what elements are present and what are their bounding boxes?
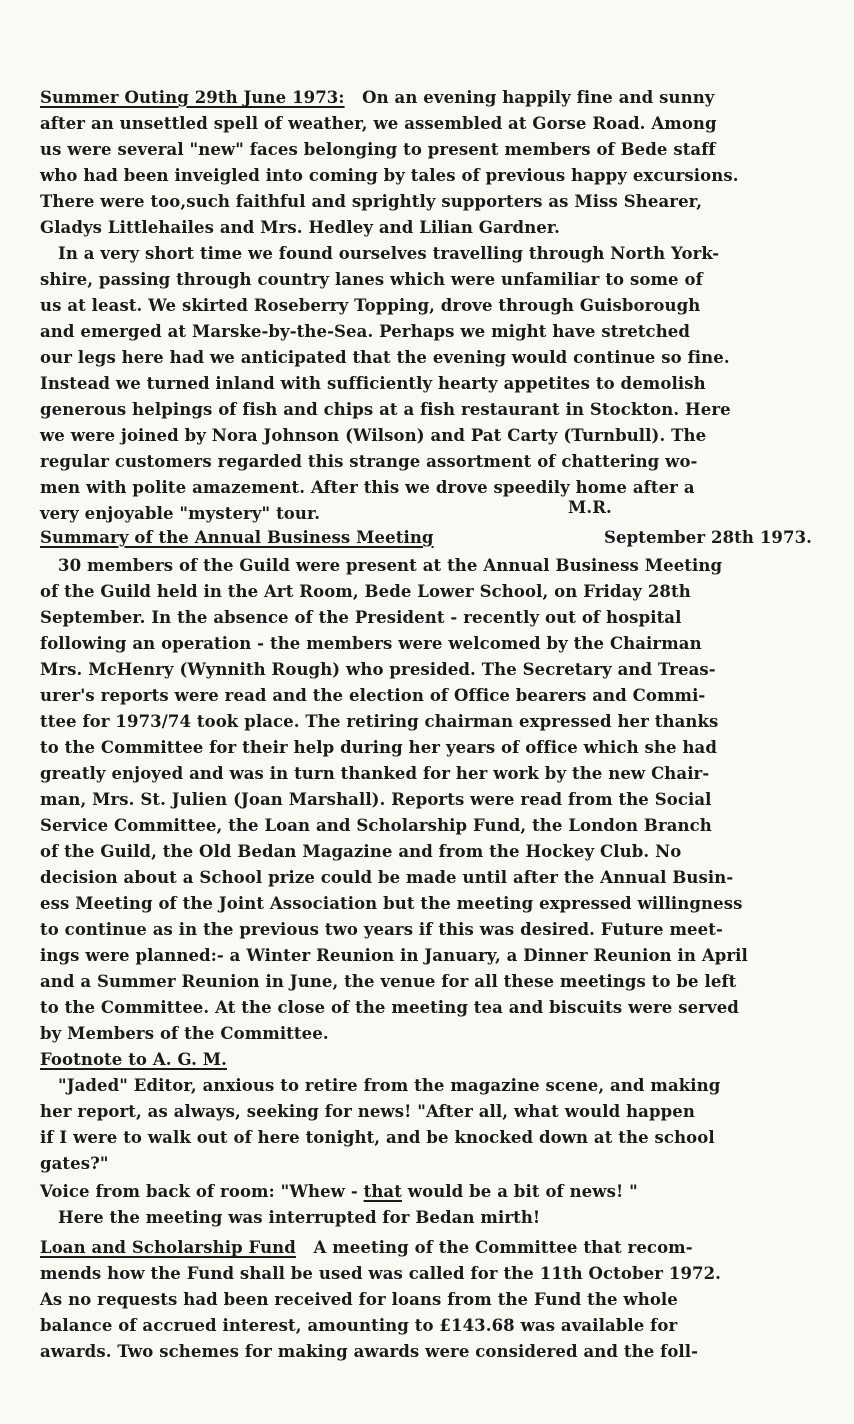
summer-outing-line: men with polite amazement. After this we drove speedily home after a [40,478,695,497]
footnote-heading: Footnote to A. G. M. [40,1050,227,1069]
summer-outing-line: us were several "new" faces belonging to present members of Bede staff [40,140,716,159]
loan-fund-line: mends how the Fund shall be used was called for the 11th October 1972. [40,1264,722,1283]
voice-prefix: Voice from back of room: "Whew - [40,1182,364,1201]
agm-line: greatly enjoyed and was in turn thanked for her work by the new Chair- [40,764,710,783]
agm-date: September 28th 1973. [604,528,812,547]
footnote-voice-line [40,1182,638,1202]
loan-fund-line: As no requests had been received for loans from the Fund the whole [40,1290,678,1309]
loan-fund-heading: Loan and Scholarship Fund [40,1238,296,1257]
footnote-closing: Here the meeting was interrupted for Bedan mirth! [58,1208,541,1227]
summer-outing-line: very enjoyable "mystery" tour. [40,504,321,523]
footnote-line: if I were to walk out of here tonight, and be knocked down at the school [40,1128,715,1147]
agm-line: and a Summer Reunion in June, the venue for all these meetings to be left [40,972,737,991]
summer-outing-line: shire, passing through country lanes which were unfamiliar to some of [40,270,703,289]
summer-outing-line: In a very short time we found ourselves travelling through North York- [58,244,720,263]
summer-outing-line: generous helpings of fish and chips at a fish restaurant in Stockton. Here [40,400,731,419]
agm-line: following an operation - the members were welcomed by the Chairman [40,634,702,653]
agm-line: man, Mrs. St. Julien (Joan Marshall). Reports were read from the Social [40,790,712,809]
voice-emphasis: that [363,1182,402,1201]
summer-outing-first-line [40,88,714,108]
summer-outing-line: and emerged at Marske-by-the-Sea. Perhaps we might have stretched [40,322,691,341]
loan-fund-first-line [40,1238,693,1258]
summer-outing-line: our legs here had we anticipated that the evening would continue so fine. [40,348,730,367]
agm-line: urer's reports were read and the election of Office bearers and Commi- [40,686,706,705]
agm-heading-row [40,528,812,548]
agm-line: decision about a School prize could be made until after the Annual Busin- [40,868,734,887]
agm-line: to the Committee for their help during her years of office which she had [40,738,717,757]
summer-outing-line: we were joined by Nora Johnson (Wilson) and Pat Carty (Turnbull). The [40,426,707,445]
agm-heading: Summary of the Annual Business Meeting [40,528,434,547]
summer-outing-line: after an unsettled spell of weather, we assembled at Gorse Road. Among [40,114,717,133]
loan-fund-line: A meeting of the Committee that recom- [313,1238,693,1257]
summer-outing-line: There were too,such faithful and sprightly supporters as Miss Shearer, [40,192,703,211]
summer-outing-initials: M.R. [568,498,612,517]
voice-suffix: would be a bit of news! " [401,1182,638,1201]
summer-outing-line: us at least. We skirted Roseberry Topping, drove through Guisborough [40,296,701,315]
agm-line: Service Committee, the Loan and Scholarship Fund, the London Branch [40,816,712,835]
agm-line: to continue as in the previous two years if this was desired. Future meet- [40,920,723,939]
footnote-line: gates?" [40,1154,109,1173]
summer-outing-heading: Summer Outing 29th June 1973: [40,88,345,107]
agm-line: to the Committee. At the close of the meeting tea and biscuits were served [40,998,739,1017]
agm-line: of the Guild held in the Art Room, Bede Lower School, on Friday 28th [40,582,691,601]
footnote-line: "Jaded" Editor, anxious to retire from the magazine scene, and making [58,1076,721,1095]
loan-fund-line: awards. Two schemes for making awards were considered and the foll- [40,1342,699,1361]
agm-line: ess Meeting of the Joint Association but the meeting expressed willingness [40,894,743,913]
summer-outing-line: Instead we turned inland with sufficiently hearty appetites to demolish [40,374,706,393]
agm-line: ttee for 1973/74 took place. The retiring chairman expressed her thanks [40,712,719,731]
agm-line: by Members of the Committee. [40,1024,329,1043]
summer-outing-line: On an evening happily fine and sunny [362,88,715,107]
agm-line: September. In the absence of the President - recently out of hospital [40,608,682,627]
summer-outing-line: who had been inveigled into coming by tales of previous happy excursions. [40,166,739,185]
footnote-line: her report, as always, seeking for news! "After all, what would happen [40,1102,695,1121]
agm-line: of the Guild, the Old Bedan Magazine and from the Hockey Club. No [40,842,682,861]
agm-line: ings were planned:- a Winter Reunion in January, a Dinner Reunion in April [40,946,748,965]
summer-outing-line: Gladys Littlehailes and Mrs. Hedley and Lilian Gardner. [40,218,561,237]
agm-line: 30 members of the Guild were present at the Annual Business Meeting [58,556,723,575]
loan-fund-line: balance of accrued interest, amounting to £143.68 was available for [40,1316,678,1335]
agm-line: Mrs. McHenry (Wynnith Rough) who presided. The Secretary and Treas- [40,660,716,679]
summer-outing-line: regular customers regarded this strange assortment of chattering wo- [40,452,698,471]
